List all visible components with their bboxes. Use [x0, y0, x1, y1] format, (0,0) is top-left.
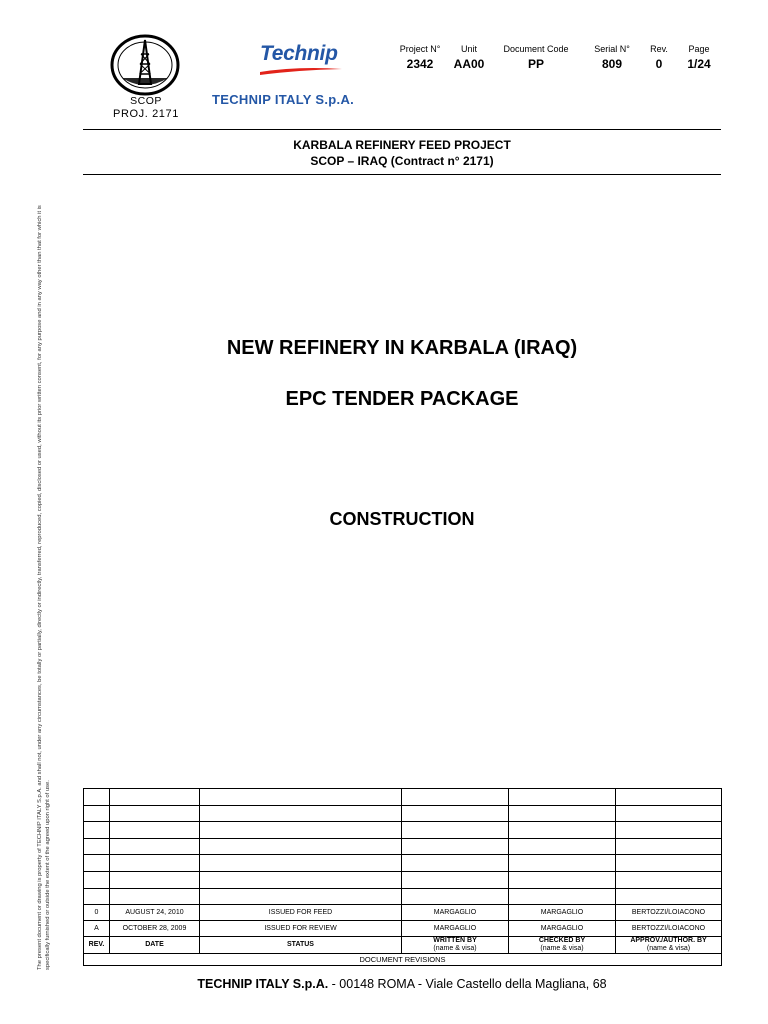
doc-info-value: 1/24 [687, 57, 711, 71]
doc-info-value: 0 [655, 57, 663, 71]
doc-info-label: Rev. [650, 44, 668, 54]
doc-info-unit [448, 44, 490, 72]
package-title: EPC TENDER PACKAGE [285, 388, 519, 410]
header-date [110, 937, 200, 954]
project-contract: SCOP – IRAQ (Contract n° 2171) [310, 154, 494, 168]
doc-info-rev [642, 44, 676, 72]
header-rev [84, 937, 110, 954]
main-title: NEW REFINERY IN KARBALA (IRAQ) [226, 337, 578, 359]
technip-logo-swoosh [258, 64, 344, 76]
doc-info-label: Page [688, 44, 710, 54]
header-checked-by-label: CHECKED BY [538, 937, 586, 945]
status-cell: ISSUED FOR FEED [200, 905, 402, 921]
footer-address: - 00148 ROMA - Viale Castello della Magliana, 68 [328, 977, 607, 991]
title-divider [83, 174, 721, 175]
header-status [200, 937, 402, 954]
table-row [84, 871, 722, 888]
scop-logo-text: SCOP [130, 95, 162, 107]
approved-by-cell: BERTOZZI/LOIACONO [616, 905, 722, 921]
project-name: KARBALA REFINERY FEED PROJECT [293, 138, 511, 152]
header-written-by-label: WRITTEN BY [433, 937, 477, 945]
rev-cell: A [84, 921, 110, 937]
date-cell: AUGUST 24, 2010 [110, 905, 200, 921]
doc-info-label: Unit [460, 44, 477, 54]
table-row [84, 921, 722, 937]
property-notice: The present document or drawing is property of TECHNIP ITALY S.p.A. and shall not, under any circumstances, be totally or partially, directly or indirectly, transferred, reproduced, copied, disclosed or used, without its prior written consent, for any purpose and in any way other than that for which it is specifically furnished or outside the extent of the agreed upon right of use. [37, 205, 51, 970]
scop-logo [110, 34, 180, 96]
table-row [84, 838, 722, 855]
header-name-visa: (name & visa) [646, 945, 691, 953]
written-by-cell: MARGAGLIO [402, 921, 509, 937]
revision-table [83, 788, 722, 966]
header-approved-by [616, 937, 722, 954]
table-header-row [84, 937, 722, 954]
written-by-cell: MARGAGLIO [402, 905, 509, 921]
doc-info-value: AA00 [453, 57, 485, 71]
checked-by-cell: MARGAGLIO [509, 905, 616, 921]
doc-info-page [680, 44, 718, 72]
table-row [84, 805, 722, 822]
footer-company: TECHNIP ITALY S.p.A. [197, 977, 329, 991]
table-caption-row [84, 954, 722, 966]
table-row [84, 822, 722, 839]
doc-info-value: 809 [601, 57, 623, 71]
table-row [84, 855, 722, 872]
table-row [84, 905, 722, 921]
table-row [84, 888, 722, 905]
header-approved-by-label: APPROV./AUTHOR. BY [630, 937, 707, 945]
header-written-by [402, 937, 509, 954]
doc-info-label: Serial N° [594, 44, 630, 54]
section-title: CONSTRUCTION [329, 509, 475, 529]
header-divider [83, 129, 721, 130]
header-rev-label: REV. [88, 941, 105, 949]
rev-cell: 0 [84, 905, 110, 921]
date-cell: OCTOBER 28, 2009 [110, 921, 200, 937]
doc-info-label: Project N° [399, 44, 441, 54]
doc-info-label: Document Code [503, 44, 569, 54]
doc-info-value: PP [527, 57, 544, 71]
doc-info-value: 2342 [406, 57, 434, 71]
document-revisions-caption: DOCUMENT REVISIONS [84, 954, 722, 966]
approved-by-cell: BERTOZZI/LOIACONO [616, 921, 722, 937]
project-title-block [83, 137, 721, 169]
doc-info-document-code [496, 44, 576, 72]
company-name: TECHNIP ITALY S.p.A. [212, 92, 355, 107]
doc-info-serial [586, 44, 638, 72]
header-name-visa: (name & visa) [540, 945, 584, 953]
scop-project-number: PROJ. 2171 [113, 108, 179, 120]
header-date-label: DATE [145, 941, 164, 949]
table-row [84, 789, 722, 806]
header-checked-by [509, 937, 616, 954]
header-name-visa: (name & visa) [433, 945, 477, 953]
status-cell: ISSUED FOR REVIEW [200, 921, 402, 937]
header-status-label: STATUS [287, 941, 314, 949]
checked-by-cell: MARGAGLIO [509, 921, 616, 937]
technip-logo: Technip [260, 42, 338, 65]
doc-info-project [394, 44, 446, 72]
footer [83, 977, 721, 991]
